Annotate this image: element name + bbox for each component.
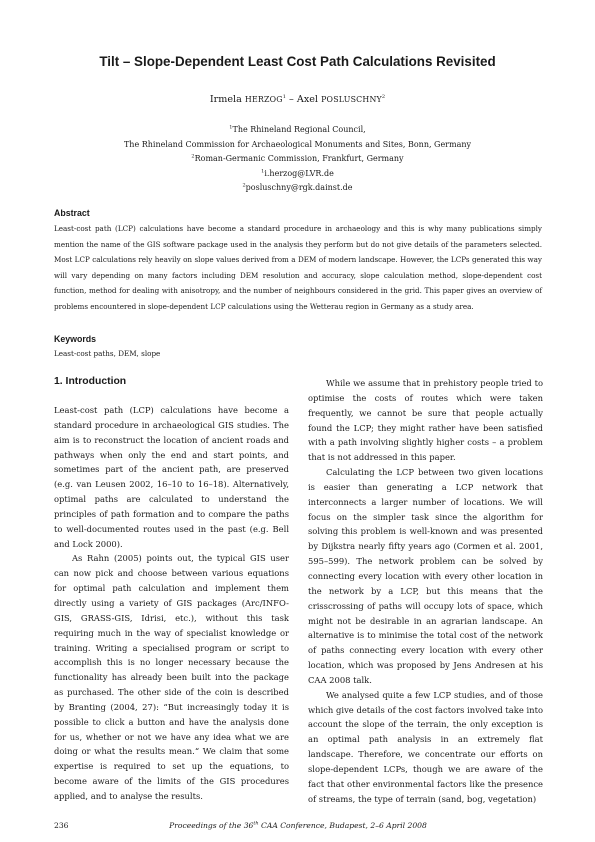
abstract-heading: Abstract: [54, 208, 90, 218]
keywords-heading: Keywords: [54, 334, 97, 344]
author-1-first: Irmela: [209, 94, 242, 105]
email-line: $^1$i.herzog@LVR.de: [261, 168, 334, 178]
abstract-text: Least-cost path (LCP) calculations have become a standard procedure in archaeology and this is why many publications simply mention the name of the GIS software package used in the analysis they perform but do not give details of the parameters selected. Most LCP calculations rely heavily on slope values derived from a DEM of modern landscape. However, the LCPs generated this way will vary depending on many factors including DEM resolution and accuracy, slope calculation method, slope-dependent cost function, method for dealing with anisotropy, and the number of neighbours considered in the grid. This paper gives an overview of problems encountered in slope-dependent LCP calculations using the Wetterau region in Germany as a study area.: [54, 224, 542, 311]
body-paragraph: As Rahn (2005) points out, the typical GIS user can now pick and choose between various equations for optimal path calculation and implement them directly using a variety of GIS packages (Arc/INFO-GIS, GRASS-GIS, Idrisi, etc.), without this task requiring much in the way of specialist knowledge or training. Writing a specialised program or script to accomplish this is no longer necessary because the functionality has already been built into the package as purchased. The other side of the coin is described by Branting (2004, 27): “But increasingly today it is possible to click a button and have the analysis done for us, whether or not we have any idea what we are doing or what the results mean.“ We claim that some expertise is required to set up the equations, to become aware of the limits of the GIS procedures applied, and to analyse the results.: [54, 553, 289, 801]
email-line: $^2$posluschny@rgk.dainst.de: [242, 182, 353, 193]
author-1-last: HERZOG: [244, 95, 283, 104]
section-heading-introduction: 1. Introduction: [54, 376, 127, 387]
affiliation-line: $^1$The Rhineland Regional Council,: [229, 124, 366, 134]
body-paragraph: Calculating the LCP between two given locations is easier than generating a LCP network that interconnects a larger number of locations. We will focus on the simpler task since the algorithm for solving this problem is well-known and was presented by Dijkstra nearly fifty years ago (Cormen et al. 2001, 595–599). The network problem can be solved by connecting every location with every other location in the network by a LCP, but this means that the crisscrossing of paths will occupy lots of space, which might not be desirable in an agrarian landscape. An alternative is to minimise the total cost of the network of paths connecting every location with every other location, which was proposed by Jens Andresen at his CAA 2008 talk.: [308, 467, 543, 685]
left-column: [54, 403, 289, 804]
author-2-last: POSLUSCHNY: [321, 95, 382, 104]
author-1-sup: 1: [282, 93, 286, 100]
body-paragraph: While we assume that in prehistory people tried to optimise the costs of routes which were taken frequently, we cannot be sure that people actually found the LCP; they might rather have been satisfied with a path involving slightly higher costs – a problem that is not addressed in this paper.: [308, 378, 543, 463]
journal-citation: Proceedings of the 36th CAA Conference, Budapest, 2–6 April 2008: [169, 820, 427, 830]
author-separator: –: [289, 94, 294, 105]
keywords-text: Least-cost paths, DEM, slope: [54, 349, 161, 358]
author-2-sup: 2: [381, 93, 386, 100]
affiliation-line: $^2$Roman-Germanic Commission, Frankfurt, Germany: [191, 153, 404, 164]
author-2-first: Axel: [296, 94, 318, 105]
affiliation-line: The Rhineland Commission for Archaeological Monuments and Sites, Bonn, Germany: [123, 139, 472, 149]
page-number: 236: [54, 821, 69, 830]
body-paragraph: We analysed quite a few LCP studies, and of those which give details of the cost factors involved take into account the slope of the terrain, the only exception is an optimal path analysis in an extremely flat landscape. Therefore, we concentrate our efforts on slope-dependent LCPs, though we are aware of the fact that other environmental factors like the presence of streams, the type of terrain (sand, bog, vegetation): [308, 689, 543, 804]
affiliations: [0, 123, 595, 196]
author-line: [0, 94, 595, 105]
paper-title: Tilt – Slope-Dependent Least Cost Path Calculations Revisited: [99, 54, 496, 69]
right-column: [308, 376, 543, 806]
body-paragraph: Least-cost path (LCP) calculations have become a standard procedure in archaeological GIS studies. The aim is to reconstruct the location of ancient roads and pathways when only the end and start points, and sometimes part of the ancient path, are preserved (e.g. van Leusen 2002, 16–10 to 16–18). Alternatively, optimal paths are calculated to understand the principles of path formation and to compare the paths to well-documented routes used in the past (e.g. Bell and Lock 2000).: [54, 405, 289, 549]
